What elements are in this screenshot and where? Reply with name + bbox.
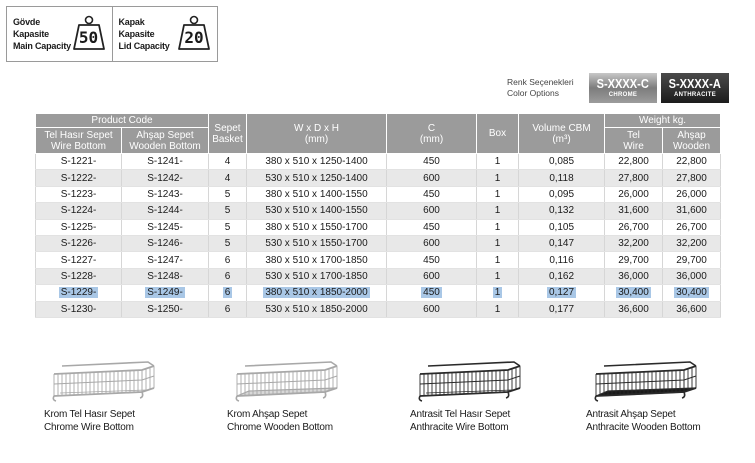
basket-image [592, 360, 702, 404]
c-header-unit: (mm) [419, 133, 444, 145]
cell-wire-code [36, 285, 122, 301]
cell-dims [247, 170, 387, 186]
product-anthracite-wire [406, 360, 566, 434]
cell-value: 6 [224, 254, 231, 266]
dims-header-unit: (mm) [304, 133, 329, 145]
basket-header [209, 114, 247, 154]
body-capacity-label-en: Main Capacity [13, 41, 71, 51]
product-name-tr: Antrasit Tel Hasır Sepet [410, 409, 511, 420]
cell-box [477, 268, 519, 284]
cell-wire-code [36, 268, 122, 284]
cell-value: S-1221- [60, 156, 97, 168]
chrome-swatch-name: CHROME [608, 92, 638, 98]
cell-value: 6 [224, 303, 231, 315]
cell-value: 29,700 [676, 254, 707, 266]
wire-bottom-header [36, 128, 122, 154]
wooden-bottom-header-en: Wooden Bottom [129, 140, 201, 152]
color-options-label-en: Color Options [507, 88, 559, 98]
product-table-body [36, 154, 721, 318]
cell-volume [519, 252, 605, 268]
cell-value: 26,000 [676, 188, 707, 200]
box-header: Box [477, 114, 519, 154]
cell-value: 0,095 [548, 188, 575, 200]
cell-volume [519, 219, 605, 235]
lid-capacity-label-tr: Kapak Kapasite [118, 17, 155, 39]
weight-wire-header-en: Wire [623, 140, 644, 152]
cell-weight-wood [663, 268, 721, 284]
cell-value: 600 [423, 303, 440, 315]
cell-value: 36,600 [618, 303, 649, 315]
cell-value: 6 [224, 270, 231, 282]
cell-value: S-1229- [60, 287, 97, 299]
cell-box [477, 235, 519, 251]
product-name-tr: Krom Tel Hasır Sepet [44, 409, 135, 420]
body-capacity-label-tr: Gövde Kapasite [13, 17, 49, 39]
product-chrome-wire [40, 360, 200, 434]
basket-image [233, 360, 343, 404]
cell-value: 1 [494, 188, 501, 200]
cell-wire-code [36, 203, 122, 219]
cell-dims [247, 203, 387, 219]
capacity-box [6, 6, 218, 62]
cell-value: 0,085 [548, 156, 575, 168]
basket-image [50, 360, 160, 404]
cell-wood-code [122, 203, 209, 219]
product-chrome-wood [223, 360, 383, 434]
product-anthracite-wood [582, 360, 742, 434]
weight-icon [72, 15, 106, 51]
cell-weight-wood [663, 301, 721, 317]
lid-capacity [112, 7, 218, 61]
cell-value: 4 [224, 172, 231, 184]
cell-value: 450 [423, 221, 440, 233]
product-name-tr: Antrasit Ahşap Sepet [586, 409, 676, 420]
cell-value: 530 x 510 x 1850-2000 [265, 303, 368, 315]
table-row [36, 301, 721, 317]
weight-wire-header [605, 128, 663, 154]
table-row [36, 154, 721, 170]
cell-value: S-1230- [60, 303, 97, 315]
cell-weight-wood [663, 252, 721, 268]
cell-value: 31,600 [618, 205, 649, 217]
cell-value: 380 x 510 x 1850-2000 [265, 287, 368, 299]
cell-wood-code [122, 186, 209, 202]
cell-volume [519, 268, 605, 284]
c-header-title: C [427, 122, 436, 134]
cell-value: 6 [224, 287, 231, 299]
cell-value: S-1241- [147, 156, 183, 168]
cell-weight-wood [663, 235, 721, 251]
cell-value: 26,700 [618, 221, 649, 233]
cell-wood-code [122, 301, 209, 317]
weight-wood-header-tr: Ahşap [677, 129, 706, 141]
cell-value: 4 [224, 156, 231, 168]
wire-bottom-header-tr: Tel Hasır Sepet [44, 129, 113, 141]
cell-value: S-1246- [147, 238, 183, 250]
cell-basket [209, 170, 247, 186]
cell-value: 530 x 510 x 1550-1700 [265, 238, 368, 250]
cell-value: 1 [494, 156, 501, 168]
anthracite-swatch [661, 73, 729, 103]
cell-value: S-1244- [147, 205, 183, 217]
cell-dims [247, 252, 387, 268]
cell-value: S-1225- [60, 221, 97, 233]
cell-value: 36,000 [676, 270, 707, 282]
weight-wire-header-tr: Tel [627, 129, 640, 141]
cell-value: 22,800 [676, 156, 707, 168]
cell-wood-code [122, 170, 209, 186]
cell-basket [209, 268, 247, 284]
cell-wood-code [122, 268, 209, 284]
cell-volume [519, 186, 605, 202]
cell-value: 36,600 [676, 303, 707, 315]
cell-c [387, 154, 477, 170]
cell-value: 600 [423, 238, 440, 250]
cell-weight-wire [605, 285, 663, 301]
cell-weight-wire [605, 252, 663, 268]
cell-weight-wire [605, 235, 663, 251]
cell-volume [519, 285, 605, 301]
cell-value: 380 x 510 x 1700-1850 [265, 254, 368, 266]
cell-weight-wire [605, 219, 663, 235]
cell-value: 5 [224, 205, 231, 217]
color-options [507, 73, 729, 103]
cell-wire-code [36, 170, 122, 186]
cell-wire-code [36, 301, 122, 317]
cell-value: 450 [423, 156, 440, 168]
cell-value: S-1248- [147, 270, 183, 282]
cell-wire-code [36, 252, 122, 268]
cell-value: 530 x 510 x 1400-1550 [265, 205, 368, 217]
cell-value: 0,127 [548, 287, 575, 299]
product-name-en: Anthracite Wire Bottom [410, 422, 509, 433]
cell-value: 36,000 [618, 270, 649, 282]
cell-c [387, 170, 477, 186]
cell-dims [247, 154, 387, 170]
color-options-label [507, 77, 589, 99]
table-row [36, 203, 721, 219]
cell-value: 1 [494, 303, 501, 315]
cell-box [477, 186, 519, 202]
cell-value: 22,800 [618, 156, 649, 168]
basket-header-tr: Sepet [214, 122, 241, 134]
cell-value: 32,200 [618, 238, 649, 250]
table-row [36, 268, 721, 284]
table-row [36, 186, 721, 202]
cell-value: S-1224- [60, 205, 97, 217]
product-gallery [0, 360, 755, 463]
cell-value: 26,700 [676, 221, 707, 233]
cell-wood-code [122, 154, 209, 170]
cell-weight-wood [663, 285, 721, 301]
cell-volume [519, 301, 605, 317]
product-code-header: Product Code [36, 114, 209, 128]
cell-value: 5 [224, 238, 231, 250]
cell-value: S-1245- [147, 221, 183, 233]
cell-box [477, 219, 519, 235]
cell-value: S-1247- [147, 254, 183, 266]
cell-weight-wire [605, 301, 663, 317]
product-caption [40, 408, 200, 434]
cell-value: 27,800 [676, 172, 707, 184]
cell-wood-code [122, 219, 209, 235]
cell-value: 1 [494, 238, 501, 250]
cell-volume [519, 154, 605, 170]
cell-c [387, 219, 477, 235]
dims-header-title: W x D x H [294, 122, 339, 134]
lid-capacity-label [119, 16, 177, 52]
cell-value: 32,200 [676, 238, 707, 250]
cell-value: 0,147 [548, 238, 575, 250]
cell-value: 450 [423, 188, 440, 200]
cell-basket [209, 203, 247, 219]
cell-wire-code [36, 186, 122, 202]
cell-value: 1 [494, 172, 501, 184]
product-caption [223, 408, 383, 434]
cell-weight-wire [605, 186, 663, 202]
product-table [35, 113, 721, 318]
cell-basket [209, 285, 247, 301]
cell-value: S-1223- [60, 188, 97, 200]
cell-c [387, 285, 477, 301]
cell-dims [247, 285, 387, 301]
cell-value: 600 [423, 172, 440, 184]
cell-value: S-1222- [60, 172, 97, 184]
cell-weight-wire [605, 154, 663, 170]
table-row [36, 170, 721, 186]
weight-icon [177, 15, 211, 51]
cell-value: 450 [423, 287, 440, 299]
cell-box [477, 252, 519, 268]
color-options-label-tr: Renk Seçenekleri [507, 77, 574, 87]
cell-value: S-1250- [147, 303, 183, 315]
cell-wire-code [36, 219, 122, 235]
table-row [36, 285, 721, 301]
cell-value: 0,162 [548, 270, 575, 282]
cell-value: 1 [494, 270, 501, 282]
product-name-en: Chrome Wooden Bottom [227, 422, 333, 433]
cell-dims [247, 301, 387, 317]
cell-volume [519, 170, 605, 186]
wooden-bottom-header-tr: Ahşap Sepet [136, 129, 194, 141]
cell-dims [247, 268, 387, 284]
cell-c [387, 186, 477, 202]
cell-value: 600 [423, 205, 440, 217]
dims-header [247, 114, 387, 154]
cell-value: 0,116 [549, 254, 574, 266]
anthracite-swatch-code: S-XXXX-A [668, 76, 722, 91]
anthracite-swatch-name: ANTHRACITE [674, 92, 716, 98]
cell-box [477, 203, 519, 219]
lid-capacity-value: 20 [184, 28, 204, 47]
cell-weight-wire [605, 268, 663, 284]
cell-value: 27,800 [618, 172, 649, 184]
body-capacity-label [13, 16, 71, 52]
cell-value: 0,132 [548, 205, 575, 217]
cell-basket [209, 219, 247, 235]
cell-basket [209, 252, 247, 268]
product-caption [582, 408, 742, 434]
cell-box [477, 285, 519, 301]
cell-volume [519, 203, 605, 219]
cell-value: 29,700 [618, 254, 649, 266]
cell-value: 1 [494, 205, 501, 217]
basket-image [416, 360, 526, 404]
cell-c [387, 235, 477, 251]
cell-weight-wire [605, 170, 663, 186]
cell-wood-code [122, 252, 209, 268]
cell-volume [519, 235, 605, 251]
cell-dims [247, 186, 387, 202]
cell-value: 5 [224, 188, 231, 200]
cell-wood-code [122, 235, 209, 251]
basket-header-en: Basket [212, 133, 243, 145]
cell-weight-wood [663, 203, 721, 219]
cell-value: S-1243- [147, 188, 183, 200]
cell-value: 26,000 [618, 188, 649, 200]
cell-value: S-1242- [147, 172, 183, 184]
cell-c [387, 252, 477, 268]
cell-wood-code [122, 285, 209, 301]
chrome-swatch-code: S-XXXX-C [596, 76, 650, 91]
cell-value: S-1226- [60, 238, 97, 250]
weight-wood-header-en: Wooden [672, 140, 711, 152]
cell-basket [209, 154, 247, 170]
product-name-tr: Krom Ahşap Sepet [227, 409, 308, 420]
body-capacity [7, 7, 112, 61]
volume-header [519, 114, 605, 154]
cell-value: 450 [423, 254, 440, 266]
cell-value: S-1227- [60, 254, 97, 266]
cell-value: 0,177 [548, 303, 575, 315]
cell-value: 0,118 [549, 172, 574, 184]
cell-value: 600 [423, 270, 440, 282]
cell-value: 530 x 510 x 1250-1400 [265, 172, 368, 184]
volume-header-unit: (m³) [552, 133, 571, 145]
table-row [36, 252, 721, 268]
cell-value: 530 x 510 x 1700-1850 [265, 270, 368, 282]
cell-weight-wire [605, 203, 663, 219]
table-row [36, 235, 721, 251]
cell-value: 380 x 510 x 1250-1400 [265, 156, 368, 168]
cell-weight-wood [663, 186, 721, 202]
cell-value: 30,400 [618, 287, 649, 299]
cell-basket [209, 301, 247, 317]
cell-weight-wood [663, 219, 721, 235]
weight-header: Weight kg. [605, 114, 721, 128]
product-name-en: Chrome Wire Bottom [44, 422, 134, 433]
cell-value: 5 [224, 221, 231, 233]
cell-dims [247, 235, 387, 251]
cell-value: 380 x 510 x 1550-1700 [265, 221, 368, 233]
cell-wire-code [36, 154, 122, 170]
cell-value: 1 [494, 221, 501, 233]
cell-value: 31,600 [676, 205, 707, 217]
cell-value: S-1228- [60, 270, 97, 282]
wooden-bottom-header [122, 128, 209, 154]
cell-value: 1 [494, 287, 501, 299]
lid-capacity-label-en: Lid Capacity [118, 41, 170, 51]
volume-header-title: Volume CBM [532, 122, 591, 134]
cell-c [387, 301, 477, 317]
cell-dims [247, 219, 387, 235]
cell-c [387, 203, 477, 219]
cell-value: 1 [494, 254, 501, 266]
product-caption [406, 408, 566, 434]
cell-c [387, 268, 477, 284]
chrome-swatch [589, 73, 657, 103]
wire-bottom-header-en: Wire Bottom [50, 140, 106, 152]
product-name-en: Anthracite Wooden Bottom [586, 422, 701, 433]
cell-value: 30,400 [676, 287, 707, 299]
weight-wood-header [663, 128, 721, 154]
cell-value: 380 x 510 x 1400-1550 [265, 188, 368, 200]
c-header [387, 114, 477, 154]
cell-weight-wood [663, 170, 721, 186]
cell-basket [209, 186, 247, 202]
cell-box [477, 301, 519, 317]
cell-basket [209, 235, 247, 251]
cell-value: 0,105 [548, 221, 575, 233]
table-row [36, 219, 721, 235]
cell-value: S-1249- [147, 287, 183, 299]
cell-box [477, 154, 519, 170]
cell-wire-code [36, 235, 122, 251]
cell-weight-wood [663, 154, 721, 170]
body-capacity-value: 50 [78, 28, 99, 47]
cell-box [477, 170, 519, 186]
